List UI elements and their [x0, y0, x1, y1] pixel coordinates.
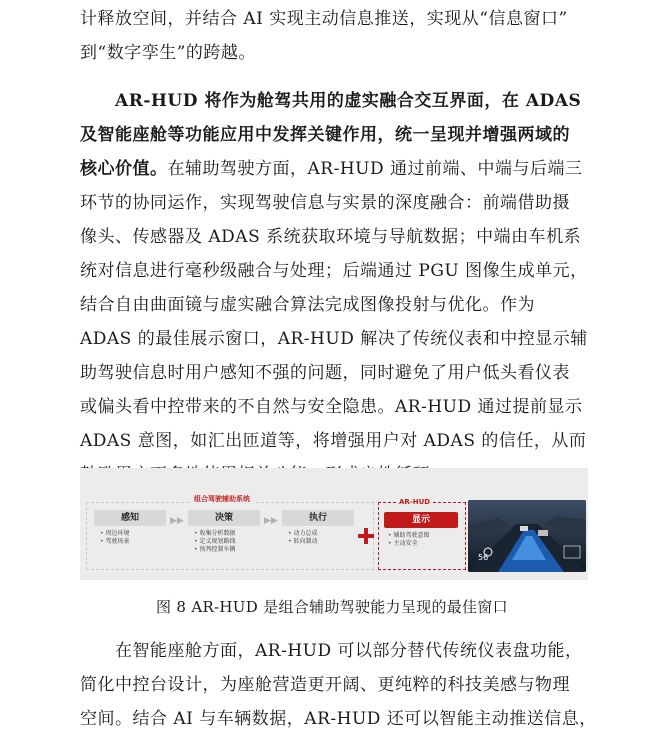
text-line: 空间。结合 AI 与车辆数据，AR-HUD 还可以智能主动推送信息，: [80, 709, 597, 729]
paragraph-1: [80, 2, 588, 70]
text-line: 到“数字孪生”的跨越。: [80, 43, 256, 63]
text-line: ADAS 意图，如汇出匝道等，将增强用户对 ADAS 的信任，从而: [80, 431, 587, 451]
stage-item: • 周边环境: [100, 530, 166, 538]
text-line: 计释放空间，并结合 AI 实现主动信息推送，实现从“信息窗口”: [80, 9, 568, 29]
text-line: 统对信息进行毫秒级融合与处理；后端通过 PGU 图像生成单元，: [80, 261, 588, 281]
stage-items: [282, 530, 354, 546]
text-line: ADAS 的最佳展示窗口，AR-HUD 解决了传统仪表和中控显示辅: [80, 329, 588, 349]
figure-8-diagram: [80, 468, 588, 580]
stage-item: • 驾驶场景: [100, 538, 166, 546]
flow-title: 组合驾驶辅助系统: [190, 494, 254, 504]
text-line: 在智能座舱方面，AR-HUD 可以部分替代传统仪表盘功能，: [115, 641, 583, 661]
stage-items: [188, 530, 260, 554]
text-line: 像头、传感器及 ADAS 系统获取环境与导航数据；中端由车机系: [80, 227, 582, 247]
bold-phrase: 核心价值。: [80, 159, 168, 179]
bold-text-line: AR-HUD 将作为舱驾共用的虚实融合交互界面，在 ADAS: [115, 91, 582, 111]
text-line: 结合自由曲面镜与虚实融合算法完成图像投射与优化。作为: [80, 295, 535, 315]
text-line: [80, 152, 588, 186]
text-line: 简化中控台设计，为座舱营造更开阔、更纯粹的科技美感与物理: [80, 675, 570, 695]
paragraph-3: [80, 634, 597, 736]
stage-item: • 预判控制车辆: [194, 546, 260, 554]
flow-arrow-icon: ▶▶: [264, 516, 278, 526]
stage-title: 决策: [188, 510, 260, 526]
speed-readout: 56: [478, 553, 489, 562]
ar-hud-road-scene-image: [468, 500, 586, 572]
road-scene-illustration: [468, 500, 586, 572]
text-line: 或偏头看中控带来的不自然与安全隐患。AR-HUD 通过提前显示: [80, 397, 583, 417]
stage-decision: [188, 510, 260, 568]
text-line: 助驾驶信息时用户感知不强的问题，同时避免了用户低头看仪表: [80, 363, 570, 383]
figure-caption: 图 8 AR-HUD 是组合辅助驾驶能力呈现的最佳窗口: [156, 598, 508, 616]
stage-item: • 收集分析数据: [194, 530, 260, 538]
plus-icon: [358, 528, 374, 544]
stage-execution: [282, 510, 354, 568]
bold-text-line: 及智能座舱等功能应用中发挥关键作用，统一呈现并增强两域的: [80, 125, 570, 145]
hud-title: 显示: [384, 512, 458, 528]
stage-perception: [94, 510, 166, 568]
hud-label: AR-HUD: [396, 498, 433, 506]
stage-item: • 转向制动: [288, 538, 354, 546]
stage-items: [94, 530, 166, 546]
hud-items: [388, 532, 429, 548]
stage-title: 感知: [94, 510, 166, 526]
stage-item: • 动力总成: [288, 530, 354, 538]
hud-item: • 主动安全: [388, 540, 429, 548]
paragraph-2: [80, 84, 588, 492]
hud-item: • 辅助驾驶意图: [388, 532, 429, 540]
flow-arrow-icon: ▶▶: [170, 516, 184, 526]
stage-title: 执行: [282, 510, 354, 526]
stage-item: • 定义规划路线: [194, 538, 260, 546]
text-phrase: 在辅助驾驶方面，AR-HUD 通过前端、中端与后端三: [167, 159, 583, 179]
text-line: 环节的协同运作，实现驾驶信息与实景的深度融合：前端借助摄: [80, 193, 570, 213]
